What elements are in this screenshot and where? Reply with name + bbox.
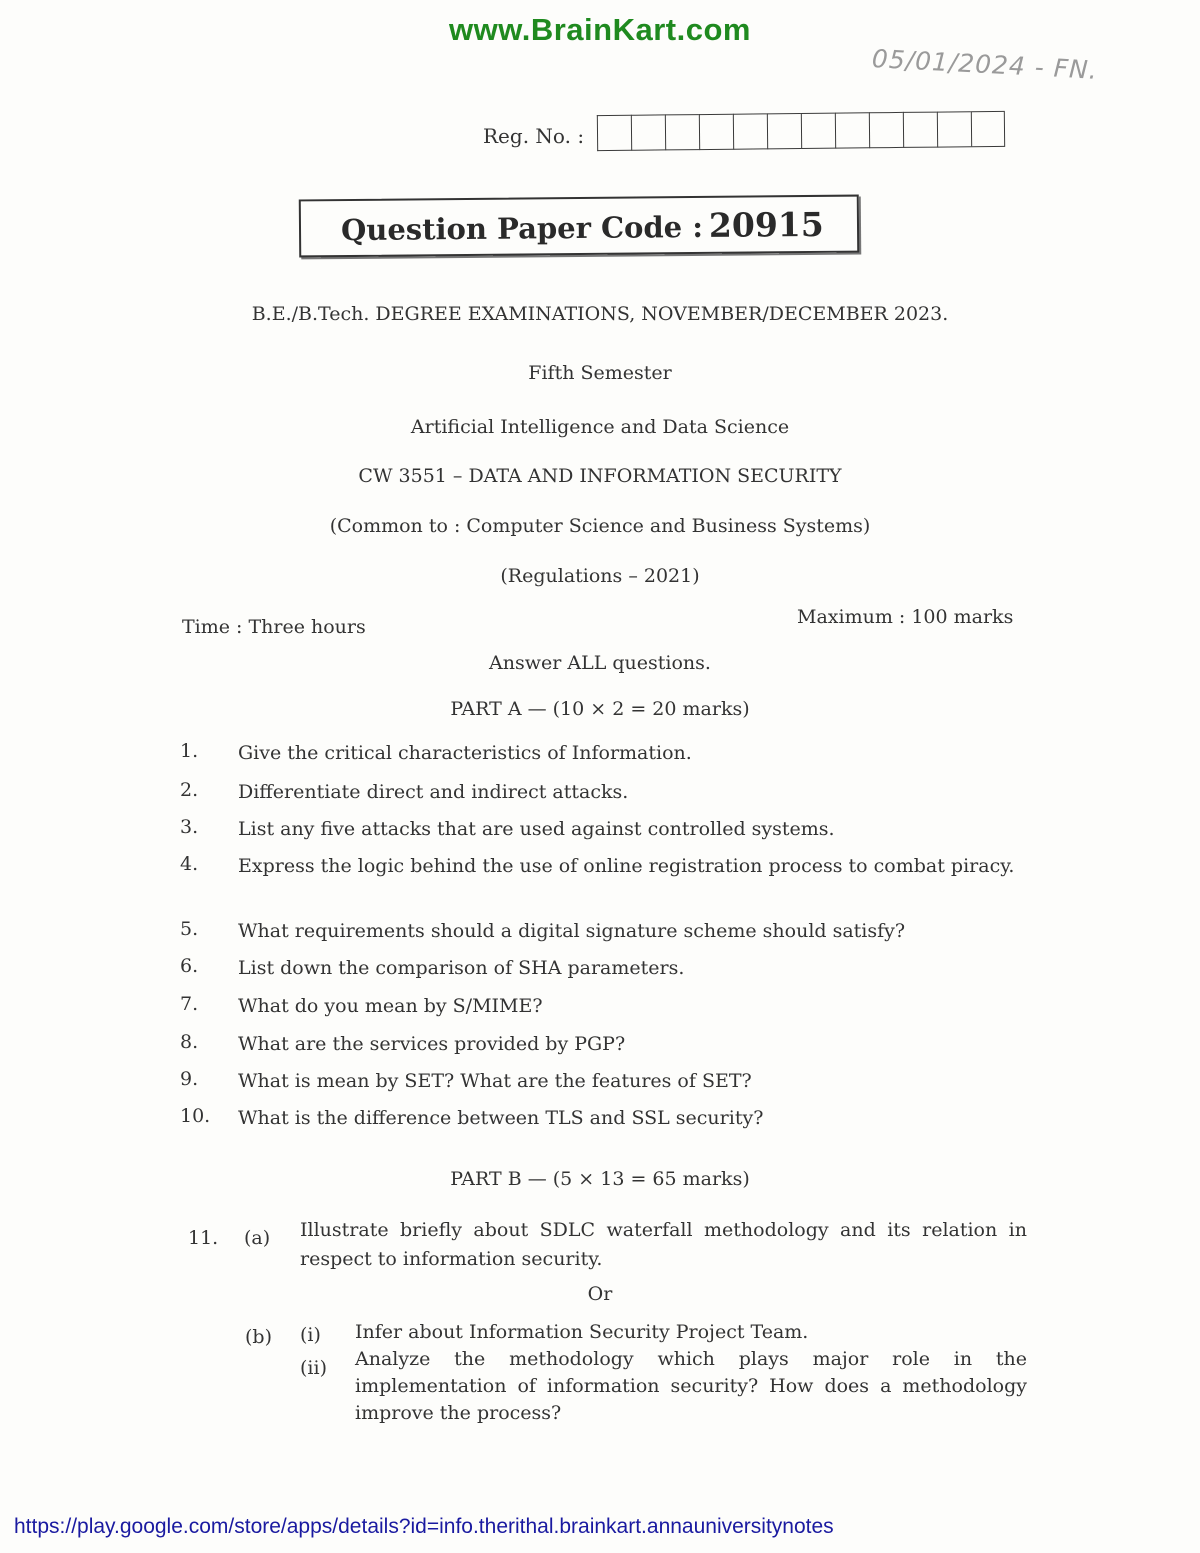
instruction: Answer ALL questions. bbox=[489, 652, 711, 674]
list-item bbox=[180, 918, 1025, 948]
question-text: Express the logic behind the use of online registration process to combat piracy. bbox=[238, 855, 1015, 877]
reg-no-box bbox=[835, 112, 869, 148]
reg-no-box bbox=[733, 113, 767, 149]
course-title: CW 3551 – DATA AND INFORMATION SECURITY bbox=[358, 465, 842, 487]
option-b-i-label: (i) bbox=[300, 1324, 321, 1346]
question-number: 9. bbox=[180, 1068, 199, 1090]
part-a-title: PART A — (10 × 2 = 20 marks) bbox=[450, 698, 750, 720]
question-number: 2. bbox=[180, 779, 199, 801]
option-a-label: (a) bbox=[244, 1227, 271, 1249]
or-separator: Or bbox=[587, 1283, 613, 1305]
common-to: (Common to : Computer Science and Business Systems) bbox=[329, 515, 871, 537]
question-number: 11. bbox=[188, 1227, 219, 1249]
question-number: 7. bbox=[180, 993, 199, 1015]
list-item bbox=[180, 816, 1025, 846]
list-item bbox=[180, 779, 1025, 809]
list-item bbox=[180, 993, 1025, 1023]
option-b-label: (b) bbox=[245, 1326, 272, 1348]
app-store-link[interactable]: https://play.google.com/store/apps/details?id=info.therithal.brainkart.annauniversitynotes bbox=[14, 1515, 834, 1538]
list-item bbox=[180, 853, 1025, 911]
regulations: (Regulations – 2021) bbox=[500, 565, 700, 587]
list-item bbox=[180, 955, 1025, 985]
question-number: 3. bbox=[180, 816, 199, 838]
option-b-i-text: Infer about Information Security Project Team. bbox=[355, 1321, 809, 1343]
question-text: What is mean by SET? What are the features of SET? bbox=[238, 1070, 752, 1092]
list-item bbox=[180, 1105, 1025, 1135]
question-number: 6. bbox=[180, 955, 199, 977]
reg-no-box bbox=[699, 114, 733, 150]
option-b-ii-label: (ii) bbox=[300, 1357, 327, 1379]
question-number: 4. bbox=[180, 853, 199, 875]
reg-no-boxes bbox=[597, 111, 1005, 151]
code-label: Question Paper Code : bbox=[340, 209, 704, 248]
reg-no-box bbox=[801, 113, 835, 149]
site-title: www.BrainKart.com bbox=[449, 12, 751, 47]
reg-no-box bbox=[971, 111, 1005, 147]
question-number: 5. bbox=[180, 918, 199, 940]
question-text: What is the difference between TLS and SSL security? bbox=[238, 1107, 764, 1129]
question-text: What requirements should a digital signature scheme should satisfy? bbox=[238, 920, 906, 942]
reg-no-box bbox=[767, 113, 801, 149]
list-item bbox=[180, 740, 1025, 770]
list-item bbox=[180, 1031, 1025, 1061]
option-a-text: Illustrate briefly about SDLC waterfall methodology and its relation in respect to information security. bbox=[300, 1219, 1027, 1270]
handwritten-date: 05/01/2024 - FN. bbox=[871, 44, 1099, 85]
reg-no-box bbox=[903, 112, 937, 148]
maximum-marks: Maximum : 100 marks bbox=[797, 606, 1014, 628]
option-b-ii-text: Analyze the methodology which plays major role in the implementation of information security? How does a methodology improve the process? bbox=[355, 1348, 1027, 1424]
list-item bbox=[180, 1068, 1025, 1098]
reg-no-box bbox=[869, 112, 903, 148]
code-number: 20915 bbox=[708, 204, 824, 245]
question-text: List any five attacks that are used against controlled systems. bbox=[238, 818, 835, 840]
question-text: What do you mean by S/MIME? bbox=[238, 995, 543, 1017]
reg-no-box bbox=[597, 115, 631, 151]
question-text: Give the critical characteristics of Information. bbox=[238, 742, 692, 764]
part-b-title: PART B — (5 × 13 = 65 marks) bbox=[450, 1168, 750, 1190]
reg-no-box bbox=[937, 111, 971, 147]
question-paper-code bbox=[341, 205, 824, 248]
question-text: Differentiate direct and indirect attacks. bbox=[238, 781, 629, 803]
time-allowed: Time : Three hours bbox=[182, 616, 366, 638]
question-paper-code-box bbox=[299, 195, 859, 258]
degree-line: B.E./B.Tech. DEGREE EXAMINATIONS, NOVEMBER/DECEMBER 2023. bbox=[251, 303, 949, 325]
reg-no-label: Reg. No. : bbox=[483, 124, 585, 148]
question-number: 1. bbox=[180, 740, 199, 762]
question-number: 10. bbox=[180, 1105, 211, 1127]
reg-no-box bbox=[631, 114, 665, 150]
question-text: What are the services provided by PGP? bbox=[238, 1033, 626, 1055]
reg-no-box bbox=[665, 114, 699, 150]
semester: Fifth Semester bbox=[528, 362, 672, 384]
department: Artificial Intelligence and Data Science bbox=[410, 416, 790, 438]
question-number: 8. bbox=[180, 1031, 199, 1053]
question-text: List down the comparison of SHA parameters. bbox=[238, 957, 685, 979]
